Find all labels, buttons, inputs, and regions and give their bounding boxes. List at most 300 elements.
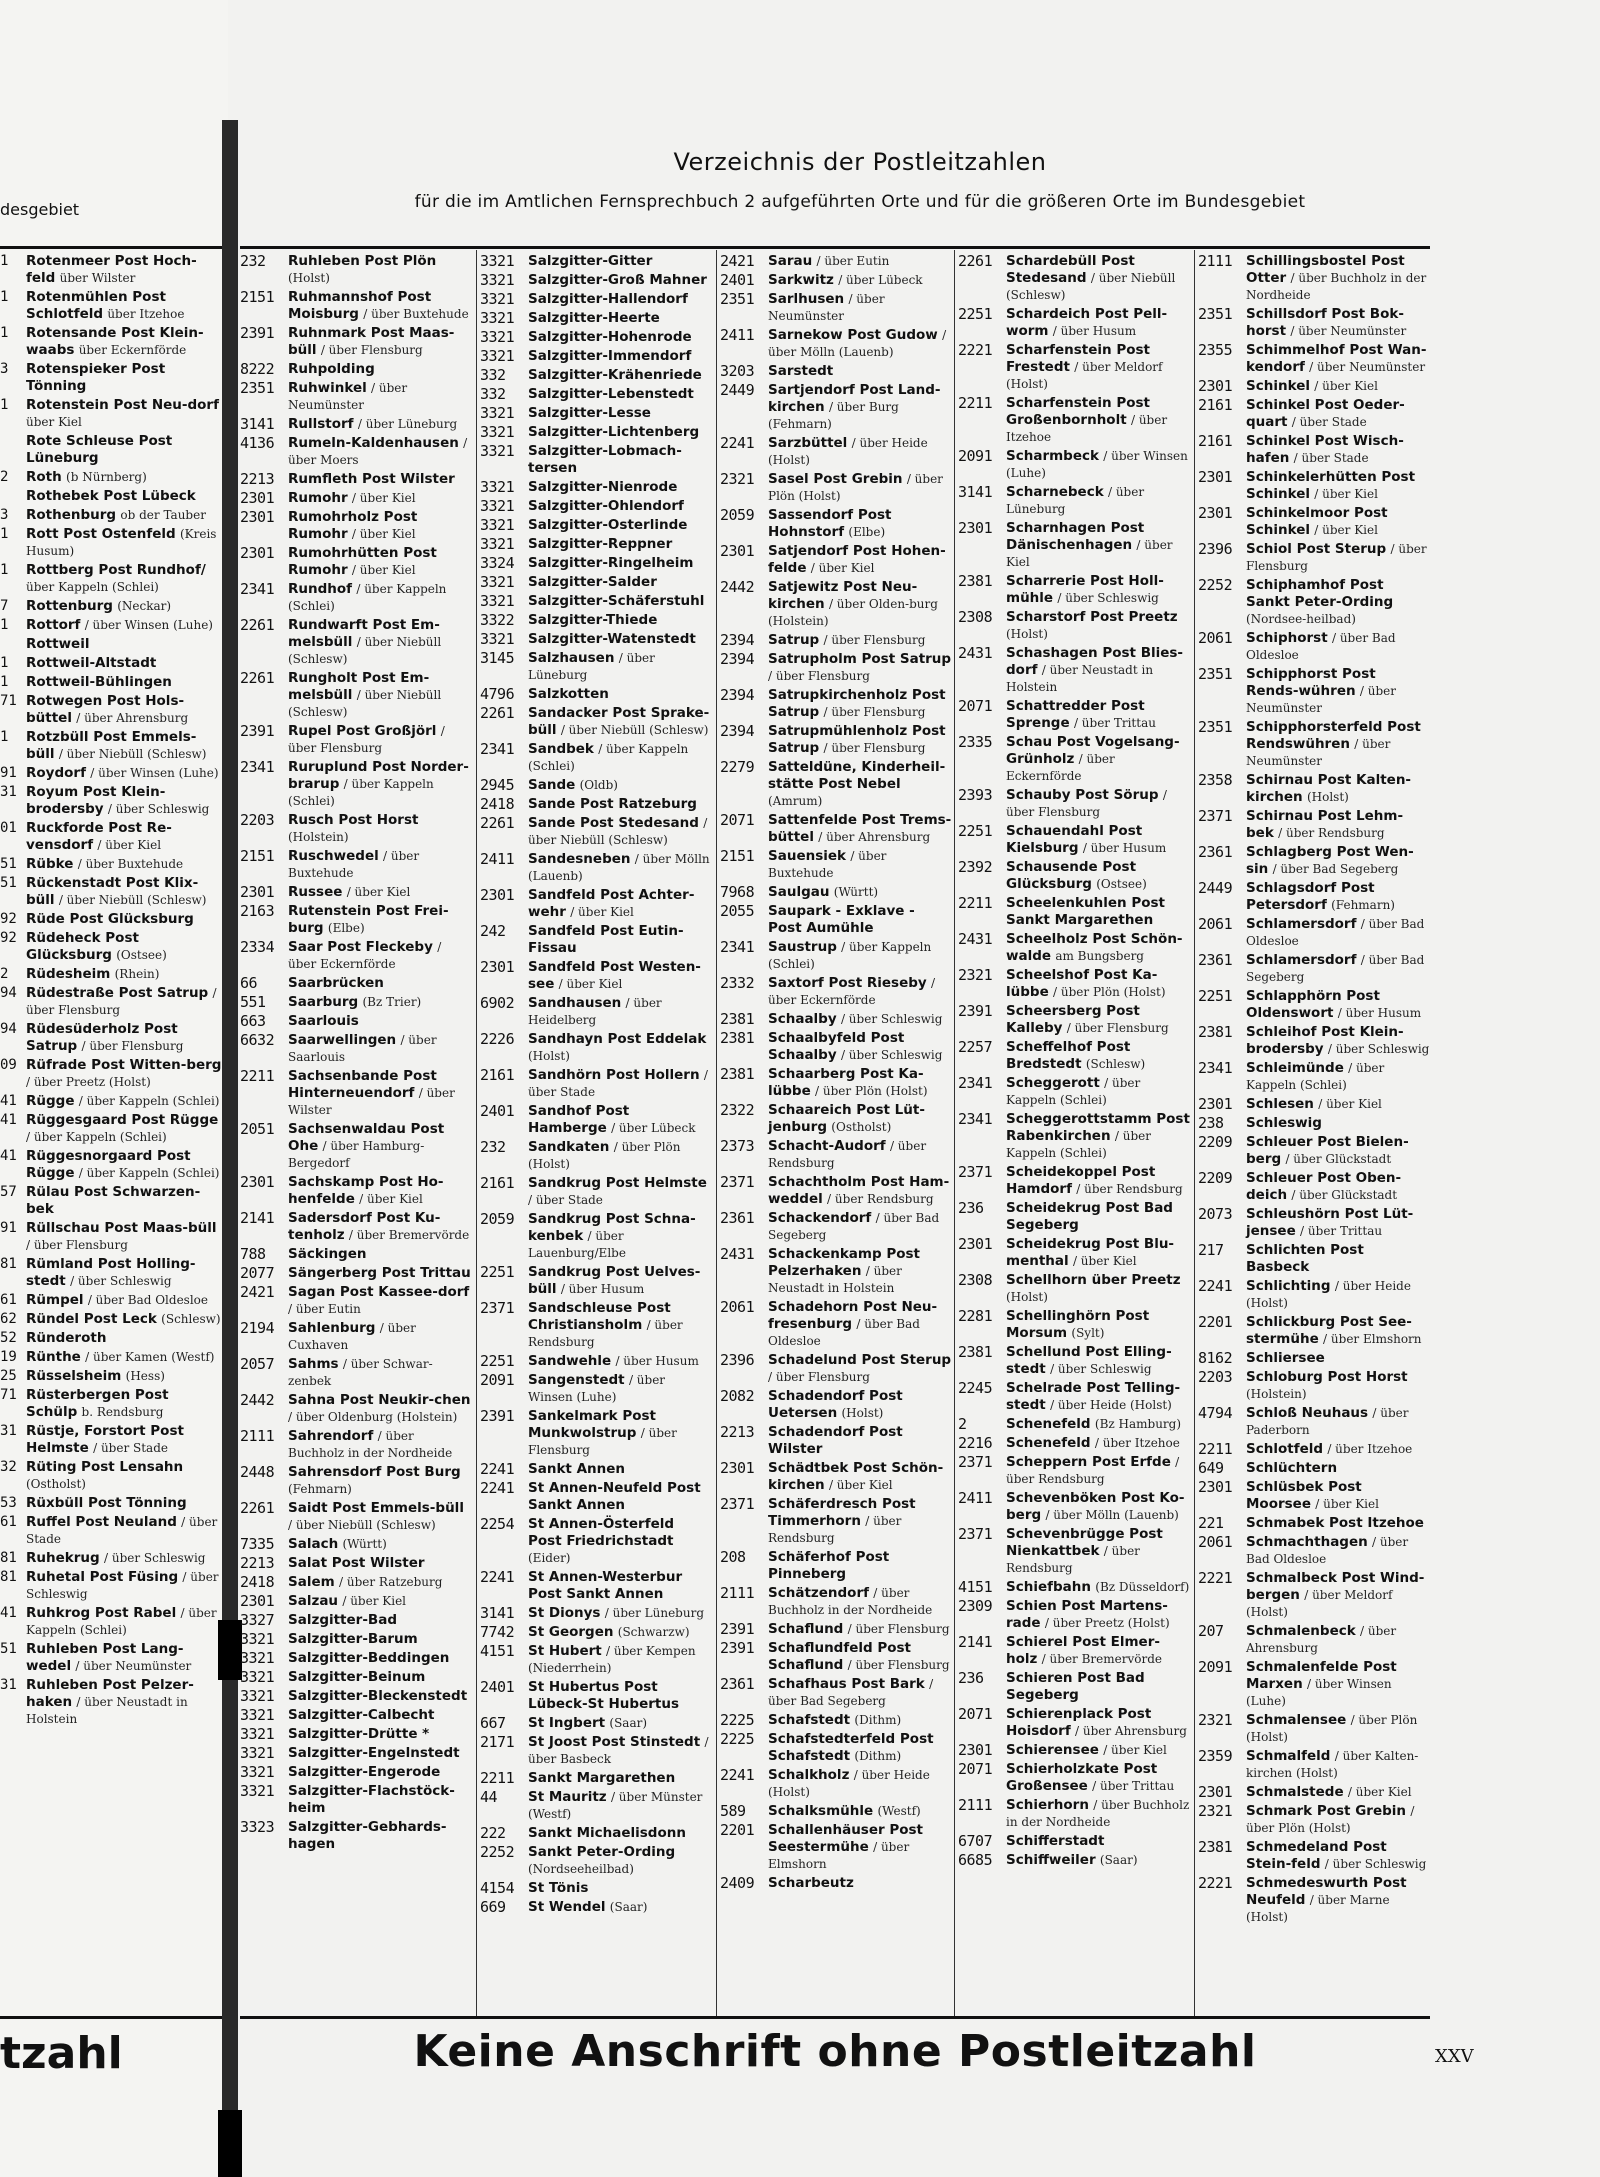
- postal-code: 207: [1198, 1622, 1224, 1640]
- postal-code: 2171: [480, 1733, 515, 1751]
- index-entry: [720, 1712, 952, 1729]
- place-name: Schaflundfeld Post Schaflund: [768, 1640, 912, 1673]
- index-entry: [0, 674, 222, 691]
- postal-code: 2211: [1198, 1440, 1233, 1458]
- index-entry: [480, 1300, 712, 1351]
- index-entry: [480, 796, 712, 813]
- postal-code: 2301: [958, 1235, 993, 1253]
- place-name: Schloburg Post Horst: [1246, 1369, 1408, 1385]
- place-name: Ruhpolding: [288, 361, 375, 377]
- place-name: Sandhörn Post Hollern: [528, 1067, 700, 1083]
- postal-code: 2391: [958, 1002, 993, 1020]
- postal-code: 2: [958, 1415, 967, 1433]
- place-note: / über Kiel: [346, 885, 411, 899]
- index-entry: [480, 686, 712, 703]
- place-note: / über Niebüll (Schlesw): [58, 893, 207, 907]
- index-entry: [958, 895, 1190, 929]
- place-note: / über Mölln (Lauenb): [768, 328, 947, 359]
- index-entry: [720, 1246, 952, 1297]
- place-note: (Bz Hamburg): [1094, 1417, 1182, 1431]
- place-name: Rügge: [26, 1093, 75, 1109]
- place-note: / über Heide (Holst): [1246, 1279, 1411, 1310]
- place-name: Schiefbahn: [1006, 1579, 1091, 1595]
- place-note: (Kreis Husum): [26, 527, 217, 558]
- postal-code: 3203: [720, 362, 755, 380]
- place-note: / über Kiel: [828, 1478, 893, 1492]
- place-note: / über Schleswig: [1050, 1362, 1152, 1376]
- place-name: Rote Schleuse Post Lüneburg: [26, 433, 173, 466]
- place-note: / über Eckernförde: [1006, 752, 1115, 783]
- postal-code: 2341: [958, 1074, 993, 1092]
- index-entry: [958, 1490, 1190, 1524]
- place-note: / über Rendsburg: [1278, 826, 1385, 840]
- index-entry: [480, 1880, 712, 1897]
- postal-code: 2394: [720, 686, 755, 704]
- postal-code: 589: [720, 1802, 746, 1820]
- postal-code: 2301: [1198, 468, 1233, 486]
- index-entry: [958, 1111, 1190, 1162]
- index-entry: [1198, 397, 1430, 431]
- place-name: Ruckforde Post Re-vensdorf: [26, 820, 172, 853]
- place-name: Schadendorf Post Wilster: [768, 1424, 903, 1457]
- place-note: / über Flensburg: [847, 1622, 950, 1636]
- place-name: Schevenbrügge Post Nienkattbek: [1006, 1526, 1163, 1559]
- index-entry: [1198, 952, 1430, 986]
- postal-code: 2071: [720, 811, 755, 829]
- postal-code: 7968: [720, 883, 755, 901]
- place-name: Schieren Post Bad Segeberg: [1006, 1670, 1145, 1703]
- left-page-footer: tzahl: [0, 2028, 123, 2079]
- index-entry: [1198, 1659, 1430, 1710]
- index-entry: [958, 859, 1190, 893]
- place-note: / über Bad Oldesloe: [1246, 631, 1396, 662]
- index-entry: [480, 574, 712, 591]
- place-note: / über Kempen (Niederrhein): [528, 1644, 696, 1675]
- postal-code: 2351: [1198, 718, 1233, 736]
- index-entry: [240, 253, 472, 287]
- postal-code: 2211: [480, 1769, 515, 1787]
- place-note: / über Neumünster: [1246, 684, 1396, 715]
- place-note: / über Bad Segeberg: [768, 1211, 940, 1242]
- postal-code: 667: [480, 1714, 506, 1732]
- place-name: Scheidekoppel Post Hamdorf: [1006, 1164, 1156, 1197]
- postal-code: 2373: [720, 1137, 755, 1155]
- place-name: Salzgitter-Lesse: [528, 405, 651, 421]
- place-name: Sachsenwaldau Post Ohe: [288, 1121, 445, 1154]
- place-note: (Holst): [288, 271, 330, 285]
- postal-code: 92: [0, 911, 17, 927]
- place-note: / über Plön (Holst): [1053, 985, 1166, 999]
- place-note: / über Kappeln (Schlei): [288, 777, 434, 808]
- place-name: Rottorf: [26, 617, 81, 633]
- place-note: / über Stade: [1293, 451, 1369, 465]
- postal-code: 2209: [1198, 1169, 1233, 1187]
- index-entry: [1198, 1803, 1430, 1837]
- postal-code: 2281: [958, 1307, 993, 1325]
- place-name: Scheppern Post Erfde: [1006, 1454, 1171, 1470]
- place-note: (Dithm): [854, 1713, 902, 1727]
- place-name: Sandfeld Post Westen-see: [528, 959, 701, 992]
- place-name: Salzgitter-Watenstedt: [528, 631, 696, 647]
- index-entry: [958, 1200, 1190, 1234]
- place-name: Schleihof Post Klein-brodersby: [1246, 1024, 1404, 1057]
- place-name: Schachtholm Post Ham-weddel: [768, 1174, 950, 1207]
- place-name: Scharnebeck: [1006, 484, 1104, 500]
- postal-code: 41: [0, 1112, 17, 1128]
- index-entry: [0, 729, 222, 763]
- index-entry: [240, 1284, 472, 1318]
- place-note: / über Kalten-kirchen (Holst): [1246, 1749, 1419, 1780]
- postal-code: 2203: [1198, 1368, 1233, 1386]
- place-note: / über Hamburg-Bergedorf: [288, 1139, 425, 1170]
- index-entry: [240, 1819, 472, 1853]
- postal-code: 2091: [958, 447, 993, 465]
- index-entry: [240, 289, 472, 323]
- place-name: Schädtbek Post Schön-kirchen: [768, 1460, 944, 1493]
- index-entry: [240, 617, 472, 668]
- index-entry: [958, 1598, 1190, 1632]
- index-entry: [480, 1605, 712, 1622]
- place-note: / über Rendsburg: [528, 1318, 683, 1349]
- place-note: / über Plön (Holst): [815, 1084, 928, 1098]
- postal-code: 3321: [480, 328, 515, 346]
- postal-code: 232: [240, 253, 266, 270]
- place-name: Rüllschau Post Maas-büll: [26, 1220, 217, 1236]
- place-note: (Dithm): [854, 1749, 902, 1763]
- index-entry: [1198, 1369, 1430, 1403]
- postal-code: 2391: [720, 1639, 755, 1657]
- place-name: St Annen-Westerbur Post Sankt Annen: [528, 1569, 683, 1602]
- place-name: Schelrade Post Telling-stedt: [1006, 1380, 1181, 1413]
- postal-code: 2394: [720, 650, 755, 668]
- index-entry: [0, 655, 222, 672]
- postal-code: 2211: [240, 1067, 275, 1085]
- postal-code: 2073: [1198, 1205, 1233, 1223]
- postal-code: 332: [480, 366, 506, 384]
- place-name: Salzgitter-Immendorf: [528, 348, 692, 364]
- place-name: Schirnau Post Kalten-kirchen: [1246, 772, 1412, 805]
- place-name: Sankt Michaelisdonn: [528, 1825, 686, 1841]
- place-note: (Ostsee): [1096, 877, 1147, 891]
- index-entry: [480, 272, 712, 289]
- postal-code: 6707: [958, 1832, 993, 1850]
- postal-code: 3321: [480, 497, 515, 515]
- place-note: / über Kappeln (Schlei): [528, 742, 689, 773]
- index-entry: [480, 593, 712, 610]
- index-entry: [240, 1464, 472, 1498]
- place-name: Schmedeland Post Stein-feld: [1246, 1839, 1387, 1872]
- postal-code: 3321: [480, 423, 515, 441]
- place-name: Sankt Annen: [528, 1461, 626, 1477]
- place-name: Salzgitter-Nienrode: [528, 479, 678, 495]
- postal-code: 236: [958, 1669, 984, 1687]
- place-name: Schäferdresch Post Timmerhorn: [768, 1496, 916, 1529]
- postal-code: 3327: [240, 1611, 275, 1629]
- place-note: / über Winsen (Luhe): [84, 618, 213, 632]
- index-entry: [958, 448, 1190, 482]
- index-entry: [0, 1423, 222, 1457]
- place-note: / über Kiel: [570, 905, 634, 919]
- place-note: (Ostholst): [831, 1120, 892, 1134]
- place-note: / über Lüneburg: [604, 1606, 705, 1620]
- index-entry: [480, 1408, 712, 1459]
- index-entry: [0, 1387, 222, 1421]
- postal-code: 2301: [720, 542, 755, 560]
- postal-code: 2161: [1198, 432, 1233, 450]
- place-note: / über Kappeln (Schlei): [768, 940, 932, 971]
- index-entry: [0, 1021, 222, 1055]
- place-name: Schipphorst Post Rends-wühren: [1246, 666, 1376, 699]
- index-entry: [240, 1500, 472, 1534]
- place-name: Sarkwitz: [768, 272, 834, 288]
- postal-code: 2141: [240, 1209, 275, 1227]
- postal-code: 4151: [958, 1578, 993, 1596]
- place-note: / über Kiel: [351, 563, 416, 577]
- postal-code: 2225: [720, 1711, 755, 1729]
- postal-code: 3321: [480, 347, 515, 365]
- postal-code: 2335: [958, 733, 993, 751]
- index-entry: [240, 509, 472, 543]
- place-name: Schiphamhof Post Sankt Peter-Ording: [1246, 577, 1394, 610]
- place-note: / über Schleswig: [107, 802, 210, 816]
- place-note: / über Schleswig: [70, 1274, 172, 1288]
- place-name: Sankt Peter-Ording: [528, 1844, 676, 1860]
- place-note: / über Eutin: [288, 1302, 361, 1316]
- place-name: Schleuer Post Bielen-berg: [1246, 1134, 1409, 1167]
- place-note: / über Schleswig: [1324, 1857, 1427, 1871]
- index-entry: [720, 327, 952, 361]
- column-separator: [716, 250, 717, 2016]
- postal-code: 2321: [720, 470, 755, 488]
- postal-code: 3321: [480, 573, 515, 591]
- index-entry: [958, 1742, 1190, 1759]
- place-note: / über Flensburg: [320, 343, 423, 357]
- index-entry: [1198, 306, 1430, 340]
- place-note: (Württ): [833, 885, 879, 899]
- postal-code: 2216: [958, 1434, 993, 1452]
- place-name: Schiol Post Sterup: [1246, 541, 1387, 557]
- postal-code: 663: [240, 1012, 266, 1030]
- place-name: Sahms: [288, 1356, 339, 1372]
- index-entry: [240, 1032, 472, 1066]
- postal-code: 2351: [1198, 665, 1233, 683]
- place-name: Satjendorf Post Hohen-felde: [768, 543, 946, 576]
- postal-code: 2301: [958, 1741, 993, 1759]
- place-note: / über Lüneburg: [528, 651, 655, 682]
- place-note: / über Stade: [528, 1193, 603, 1207]
- place-note: (Schlesw): [161, 1312, 221, 1326]
- postal-code: 2421: [240, 1283, 275, 1301]
- place-note: / über Trittau: [1073, 716, 1156, 730]
- index-entry: [480, 705, 712, 739]
- postal-code: 3324: [480, 554, 515, 572]
- place-note: / über Elmshorn: [768, 1840, 910, 1871]
- place-note: / über Preetz (Holst): [26, 1075, 151, 1089]
- place-name: Rungholt Post Em-melsbüll: [288, 670, 430, 703]
- place-note: (Fehmarn): [1331, 898, 1395, 912]
- place-note: / über Buxtehude: [363, 307, 469, 321]
- place-note: / über Kiel: [1103, 1743, 1167, 1757]
- postal-code: 2361: [720, 1675, 755, 1693]
- postal-code: 2442: [720, 578, 755, 596]
- bottom-rule: [240, 2016, 1430, 2019]
- postal-code: 236: [958, 1199, 984, 1217]
- index-entry: [0, 1256, 222, 1290]
- index-entry: [958, 1308, 1190, 1342]
- index-entry: [480, 536, 712, 553]
- place-name: Schacht-Audorf: [768, 1138, 886, 1154]
- postal-code: 3145: [480, 649, 515, 667]
- postal-code: 7335: [240, 1535, 275, 1553]
- place-name: Sattenfelde Post Trems-büttel: [768, 812, 952, 845]
- place-note: / über Kiel: [359, 1192, 423, 1206]
- place-name: Salzgitter-Drütte *: [288, 1726, 430, 1742]
- postal-code: 2057: [240, 1355, 275, 1373]
- place-note: / über Flensburg: [768, 669, 870, 683]
- place-name: Schellhorn über Preetz: [1006, 1272, 1181, 1288]
- index-entry: [0, 1550, 222, 1567]
- place-note: / über Niebüll (Schlesw): [560, 723, 709, 737]
- postal-code: 2245: [958, 1379, 993, 1397]
- postal-code: 3321: [240, 1668, 275, 1686]
- postal-code: 2351: [720, 290, 755, 308]
- index-column-2: [480, 253, 712, 2013]
- index-entry: [1198, 1314, 1430, 1348]
- postal-code: 2194: [240, 1319, 275, 1337]
- place-name: Rothenburg: [26, 507, 117, 523]
- postal-code: 2241: [720, 1766, 755, 1784]
- place-note: / über Kappeln (Schlei): [26, 1130, 167, 1144]
- place-note: / über Flensburg: [768, 1370, 870, 1384]
- index-entry: [480, 310, 712, 327]
- postal-code: 3321: [240, 1782, 275, 1800]
- place-name: Rundwarft Post Em-melsbüll: [288, 617, 440, 650]
- postal-code: 81: [0, 1569, 17, 1585]
- place-note: / über Ahrensburg: [818, 830, 931, 844]
- postal-code: 2055: [720, 902, 755, 920]
- index-entry: [0, 289, 222, 323]
- postal-code: 2111: [720, 1584, 755, 1602]
- place-note: / über Winsen (Luhe): [90, 766, 219, 780]
- place-name: Rott Post Ostenfeld: [26, 526, 176, 542]
- postal-code: 32: [0, 1459, 17, 1475]
- place-note: (Amrum): [768, 794, 823, 808]
- index-entry: [240, 435, 472, 469]
- index-entry: [480, 851, 712, 885]
- place-name: Sande Post Stedesand: [528, 815, 699, 831]
- place-name: Rumeln-Kaldenhausen: [288, 435, 459, 451]
- page-subtitle: für die im Amtlichen Fernsprechbuch 2 aufgeführten Orte und für die größeren Orte im Bundesgebiet: [414, 192, 1306, 212]
- place-name: Ruhwinkel: [288, 380, 367, 396]
- place-name: Sandhayn Post Eddelak: [528, 1031, 707, 1047]
- place-name: Scheggerott: [1006, 1075, 1100, 1091]
- postal-code: 4151: [480, 1642, 515, 1660]
- place-name: Schierel Post Elmer-holz: [1006, 1634, 1160, 1667]
- index-column-3: [720, 253, 952, 2013]
- postal-code: 7: [0, 598, 9, 614]
- place-name: Rüdestraße Post Satrup: [26, 985, 209, 1001]
- index-entry: [480, 1789, 712, 1823]
- index-entry: [1198, 666, 1430, 717]
- index-entry: [720, 1138, 952, 1172]
- index-entry: [720, 884, 952, 901]
- place-note: über Itzehoe: [107, 307, 185, 321]
- place-name: Rundhof: [288, 581, 353, 597]
- place-name: Schlamersdorf: [1246, 952, 1357, 968]
- index-entry: [720, 579, 952, 630]
- postal-code: 242: [480, 922, 506, 940]
- postal-code: 71: [0, 1387, 17, 1403]
- column-separator: [476, 250, 477, 2016]
- index-entry: [1198, 1515, 1430, 1532]
- place-name: Rotensande Post Klein-waabs: [26, 325, 204, 358]
- place-name: Schevenböken Post Ko-berg: [1006, 1490, 1185, 1523]
- place-note: (Oldb): [579, 778, 618, 792]
- index-entry: [480, 367, 712, 384]
- column-separator: [954, 250, 955, 2016]
- place-name: Schmalenfelde Post Marxen: [1246, 1659, 1397, 1692]
- left-top-rule: [0, 246, 222, 249]
- postal-code: 2163: [240, 902, 275, 920]
- postal-code: 2409: [720, 1874, 755, 1892]
- postal-code: 31: [0, 784, 17, 800]
- place-name: Sarau: [768, 253, 813, 269]
- place-name: Schinkel: [1246, 378, 1310, 394]
- index-entry: [1198, 1712, 1430, 1746]
- place-note: / über Glückstadt: [1285, 1152, 1392, 1166]
- place-note: über Wilster: [59, 271, 136, 285]
- place-name: Schiffweiler: [1006, 1852, 1096, 1868]
- place-name: Salzgitter-Engerode: [288, 1764, 441, 1780]
- postal-code: 3321: [480, 630, 515, 648]
- index-entry: [720, 903, 952, 937]
- index-entry: [1198, 342, 1430, 376]
- place-note: / über Kiel: [1314, 487, 1378, 501]
- index-entry: [1198, 916, 1430, 950]
- place-name: Rumohrholz Post Rumohr: [288, 509, 418, 542]
- index-entry: [480, 253, 712, 270]
- index-entry: [0, 1184, 222, 1218]
- index-entry: [480, 1770, 712, 1787]
- postal-code: 2394: [720, 631, 755, 649]
- postal-code: 1: [0, 674, 9, 690]
- place-name: Royum Post Klein-brodersby: [26, 784, 166, 817]
- place-name: Saarburg: [288, 994, 359, 1010]
- postal-code: 1: [0, 253, 9, 269]
- place-name: Salzgitter-Thiede: [528, 612, 658, 628]
- postal-code: 94: [0, 985, 17, 1001]
- postal-code: 2251: [480, 1352, 515, 1370]
- postal-code: 3321: [480, 516, 515, 534]
- index-entry: [0, 1677, 222, 1728]
- index-entry: [720, 1676, 952, 1710]
- place-name: Rumohrhütten Post Rumohr: [288, 545, 437, 578]
- place-note: / über Burg (Fehmarn): [768, 400, 899, 431]
- postal-code: 41: [0, 1148, 17, 1164]
- place-name: Salzgitter-Osterlinde: [528, 517, 688, 533]
- place-name: Schadehorn Post Neu-fresenburg: [768, 1299, 938, 1332]
- postal-code: 2241: [480, 1568, 515, 1586]
- index-entry: [720, 1460, 952, 1494]
- postal-code: 2358: [1198, 771, 1233, 789]
- place-note: / über Buchholz in der Nordheide: [768, 1586, 933, 1617]
- place-note: am Bungsberg: [1055, 949, 1144, 963]
- index-entry: [720, 1621, 952, 1638]
- index-entry: [0, 911, 222, 928]
- place-name: Schlotfeld: [1246, 1441, 1324, 1457]
- index-entry: [720, 1352, 952, 1386]
- place-note: / über Neumünster: [288, 381, 408, 412]
